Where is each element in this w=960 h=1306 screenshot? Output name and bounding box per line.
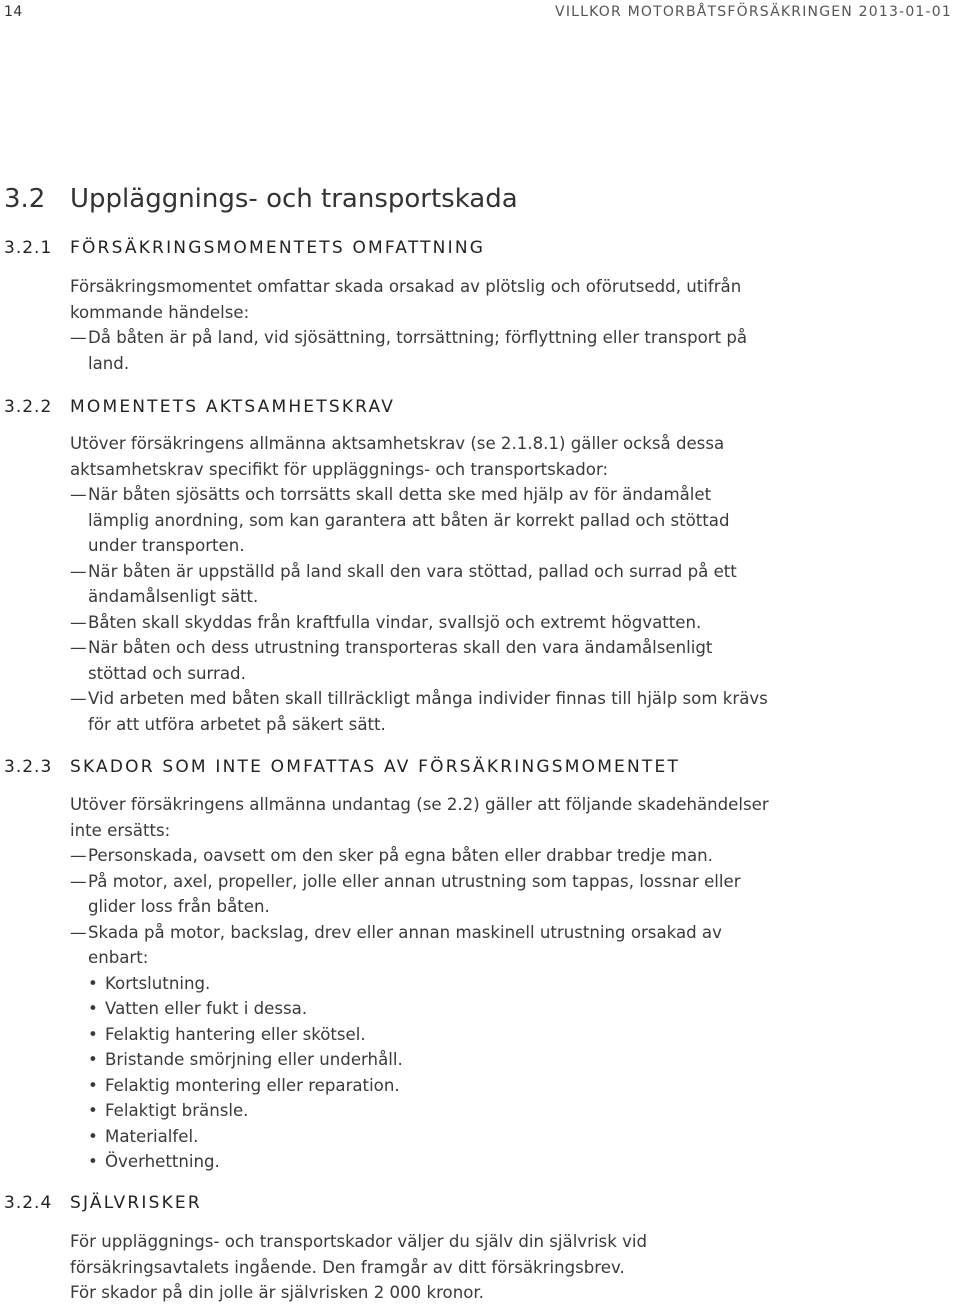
list-item: — När båten och dess utrustning transporteras skall den vara ändamålsenligt stöttad och surrad. xyxy=(70,635,770,686)
list-item: — Båten skall skyddas från kraftfulla vindar, svallsjö och extremt högvatten. xyxy=(70,610,770,636)
subsection-number: 3.2.3 xyxy=(4,757,53,777)
sub-list-item: • Felaktig montering eller reparation. xyxy=(70,1073,770,1099)
section-title xyxy=(4,184,518,214)
subsection-heading-3-2-1 xyxy=(4,238,904,258)
sub-list-item: • Materialfel. xyxy=(70,1124,770,1150)
section-title-text: Uppläggnings- och transportskada xyxy=(70,184,518,214)
list-item: — På motor, axel, propeller, jolle eller annan utrustning som tappas, lossnar eller glider loss från båten. xyxy=(70,869,770,920)
subsection-heading-text: SKADOR SOM INTE OMFATTAS AV FÖRSÄKRINGSMOMENTET xyxy=(70,757,681,777)
subsection-heading-text: MOMENTETS AKTSAMHETSKRAV xyxy=(70,397,396,417)
subsection-number: 3.2.2 xyxy=(4,397,53,417)
sub-list-item: • Felaktigt bränsle. xyxy=(70,1098,770,1124)
intro-paragraph: Utöver försäkringens allmänna aktsamhetskrav (se 2.1.8.1) gäller också dessa aktsamhetskrav specifikt för uppläggnings- och transportskador: xyxy=(70,434,725,479)
subsection-heading-3-2-2 xyxy=(4,397,904,417)
list-item: — När båten sjösätts och torrsätts skall detta ske med hjälp av för ändamålet lämplig anordning, som kan garantera att båten är korrekt pallad och stöttad under transporten. xyxy=(70,482,770,559)
sub-list-item: • Vatten eller fukt i dessa. xyxy=(70,996,770,1022)
list-item: — Personskada, oavsett om den sker på egna båten eller drabbar tredje man. xyxy=(70,843,770,869)
sub-list-item: • Kortslutning. xyxy=(70,971,770,997)
list-item: — När båten är uppställd på land skall den vara stöttad, pallad och surrad på ett ändamålsenligt sätt. xyxy=(70,559,770,610)
subsection-number: 3.2.4 xyxy=(4,1193,53,1213)
list-item: — Vid arbeten med båten skall tillräckligt många individer finnas till hjälp som krävs för att utföra arbetet på säkert sätt. xyxy=(70,686,770,737)
subsection-number: 3.2.1 xyxy=(4,238,53,258)
sub-list-item: • Felaktig hantering eller skötsel. xyxy=(70,1022,770,1048)
list-item: — Skada på motor, backslag, drev eller annan maskinell utrustning orsakad av enbart: xyxy=(70,920,770,971)
list-item: — Då båten är på land, vid sjösättning, torrsättning; förflyttning eller transport på land. xyxy=(70,325,770,376)
running-header: VILLKOR MOTORBÅTSFÖRSÄKRINGEN 2013-01-01 xyxy=(555,4,952,20)
section-number: 3.2 xyxy=(4,184,46,214)
subsection-heading-text: SJÄLVRISKER xyxy=(70,1193,202,1213)
sub-list-item: • Överhettning. xyxy=(70,1149,770,1175)
subsection-body-3-2-3 xyxy=(70,792,770,1175)
paragraph: För uppläggnings- och transportskador väljer du själv din självrisk vid försäkringsavtalets ingående. Den framgår av ditt försäkringsbrev. xyxy=(70,1232,648,1277)
subsection-heading-text: FÖRSÄKRINGSMOMENTETS OMFATTNING xyxy=(70,238,486,258)
subsection-body-3-2-2 xyxy=(70,431,770,737)
subsection-heading-3-2-4 xyxy=(4,1193,904,1213)
subsection-body-3-2-1 xyxy=(70,274,770,376)
intro-paragraph: Försäkringsmomentet omfattar skada orsakad av plötslig och oförutsedd, utifrån kommande händelse: xyxy=(70,277,742,322)
paragraph: För skador på din jolle är självrisken 2 000 kronor. xyxy=(70,1283,484,1302)
sub-list-item: • Bristande smörjning eller underhåll. xyxy=(70,1047,770,1073)
page-number: 14 xyxy=(4,4,23,20)
intro-paragraph: Utöver försäkringens allmänna undantag (se 2.2) gäller att följande skadehändelser inte ersätts: xyxy=(70,795,769,840)
subsection-body-3-2-4 xyxy=(70,1229,770,1306)
subsection-heading-3-2-3 xyxy=(4,757,904,777)
